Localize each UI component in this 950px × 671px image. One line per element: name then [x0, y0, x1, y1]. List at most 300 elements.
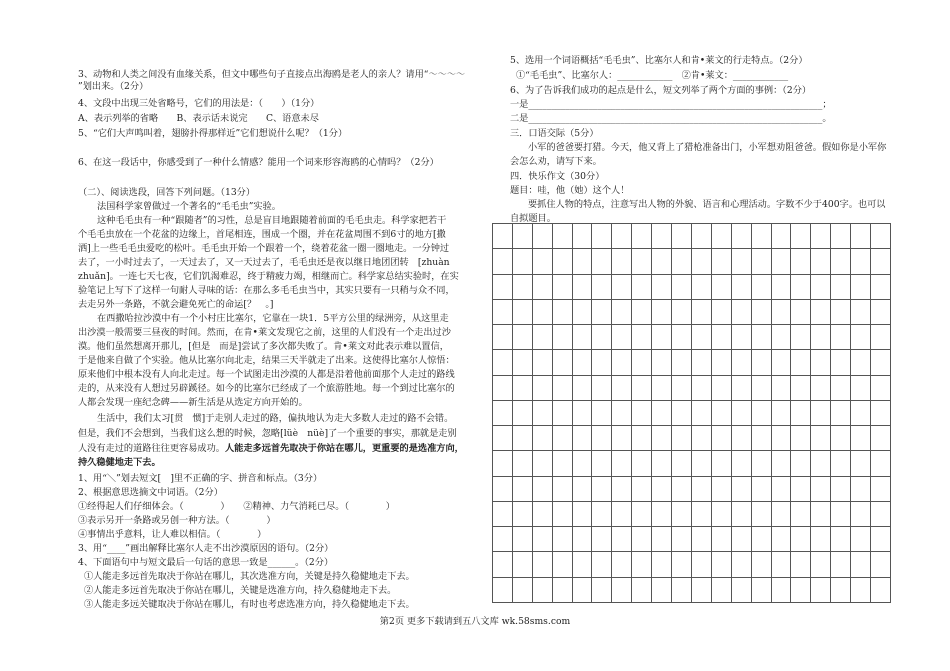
- grid-cell[interactable]: [752, 350, 772, 375]
- grid-cell[interactable]: [493, 350, 513, 375]
- grid-cell[interactable]: [692, 275, 712, 300]
- grid-cell[interactable]: [652, 300, 672, 325]
- grid-cell[interactable]: [871, 224, 891, 249]
- grid-cell[interactable]: [791, 224, 811, 249]
- grid-cell[interactable]: [791, 401, 811, 426]
- grid-cell[interactable]: [712, 426, 732, 451]
- grid-cell[interactable]: [831, 249, 851, 274]
- grid-cell[interactable]: [811, 552, 831, 577]
- grid-cell[interactable]: [592, 350, 612, 375]
- grid-cell[interactable]: [851, 275, 871, 300]
- grid-cell[interactable]: [672, 249, 692, 274]
- grid-cell[interactable]: [652, 502, 672, 527]
- grid-cell[interactable]: [513, 527, 533, 552]
- grid-cell[interactable]: [592, 325, 612, 350]
- grid-cell[interactable]: [573, 376, 593, 401]
- grid-cell[interactable]: [553, 376, 573, 401]
- grid-cell[interactable]: [791, 350, 811, 375]
- grid-cell[interactable]: [513, 249, 533, 274]
- grid-cell[interactable]: [632, 350, 652, 375]
- grid-cell[interactable]: [573, 325, 593, 350]
- grid-cell[interactable]: [652, 578, 672, 603]
- grid-cell[interactable]: [612, 249, 632, 274]
- grid-cell[interactable]: [672, 477, 692, 502]
- grid-cell[interactable]: [592, 578, 612, 603]
- grid-cell[interactable]: [752, 325, 772, 350]
- grid-cell[interactable]: [632, 578, 652, 603]
- grid-cell[interactable]: [851, 249, 871, 274]
- grid-cell[interactable]: [871, 325, 891, 350]
- grid-cell[interactable]: [672, 401, 692, 426]
- grid-cell[interactable]: [712, 477, 732, 502]
- grid-cell[interactable]: [612, 477, 632, 502]
- grid-cell[interactable]: [712, 552, 732, 577]
- grid-cell[interactable]: [831, 451, 851, 476]
- grid-cell[interactable]: [493, 502, 513, 527]
- grid-cell[interactable]: [851, 527, 871, 552]
- grid-cell[interactable]: [672, 224, 692, 249]
- grid-cell[interactable]: [513, 376, 533, 401]
- grid-cell[interactable]: [811, 426, 831, 451]
- grid-cell[interactable]: [732, 300, 752, 325]
- grid-cell[interactable]: [533, 376, 553, 401]
- grid-cell[interactable]: [612, 275, 632, 300]
- grid-cell[interactable]: [652, 325, 672, 350]
- grid-cell[interactable]: [851, 502, 871, 527]
- grid-cell[interactable]: [533, 224, 553, 249]
- grid-cell[interactable]: [493, 376, 513, 401]
- grid-cell[interactable]: [831, 578, 851, 603]
- grid-cell[interactable]: [493, 477, 513, 502]
- grid-cell[interactable]: [533, 275, 553, 300]
- grid-cell[interactable]: [612, 578, 632, 603]
- grid-cell[interactable]: [791, 552, 811, 577]
- grid-cell[interactable]: [672, 527, 692, 552]
- grid-cell[interactable]: [553, 224, 573, 249]
- grid-cell[interactable]: [791, 300, 811, 325]
- grid-cell[interactable]: [612, 300, 632, 325]
- grid-cell[interactable]: [573, 224, 593, 249]
- grid-cell[interactable]: [573, 300, 593, 325]
- grid-cell[interactable]: [811, 325, 831, 350]
- grid-cell[interactable]: [831, 224, 851, 249]
- grid-cell[interactable]: [851, 401, 871, 426]
- grid-cell[interactable]: [533, 426, 553, 451]
- grid-cell[interactable]: [712, 350, 732, 375]
- grid-cell[interactable]: [592, 300, 612, 325]
- grid-cell[interactable]: [791, 451, 811, 476]
- grid-cell[interactable]: [533, 477, 553, 502]
- grid-cell[interactable]: [592, 527, 612, 552]
- grid-cell[interactable]: [712, 224, 732, 249]
- grid-cell[interactable]: [712, 275, 732, 300]
- grid-cell[interactable]: [732, 249, 752, 274]
- grid-cell[interactable]: [772, 224, 792, 249]
- grid-cell[interactable]: [791, 325, 811, 350]
- grid-cell[interactable]: [632, 401, 652, 426]
- grid-cell[interactable]: [632, 552, 652, 577]
- grid-cell[interactable]: [652, 249, 672, 274]
- grid-cell[interactable]: [811, 451, 831, 476]
- grid-cell[interactable]: [672, 451, 692, 476]
- grid-cell[interactable]: [871, 401, 891, 426]
- grid-cell[interactable]: [513, 552, 533, 577]
- grid-cell[interactable]: [811, 477, 831, 502]
- grid-cell[interactable]: [632, 325, 652, 350]
- grid-cell[interactable]: [573, 350, 593, 375]
- grid-cell[interactable]: [712, 401, 732, 426]
- grid-cell[interactable]: [791, 578, 811, 603]
- grid-cell[interactable]: [772, 275, 792, 300]
- grid-cell[interactable]: [533, 249, 553, 274]
- grid-cell[interactable]: [692, 578, 712, 603]
- grid-cell[interactable]: [513, 275, 533, 300]
- grid-cell[interactable]: [851, 350, 871, 375]
- grid-cell[interactable]: [851, 224, 871, 249]
- grid-cell[interactable]: [831, 325, 851, 350]
- grid-cell[interactable]: [692, 477, 712, 502]
- grid-cell[interactable]: [553, 350, 573, 375]
- grid-cell[interactable]: [513, 578, 533, 603]
- grid-cell[interactable]: [692, 451, 712, 476]
- grid-cell[interactable]: [732, 325, 752, 350]
- grid-cell[interactable]: [652, 477, 672, 502]
- grid-cell[interactable]: [752, 527, 772, 552]
- grid-cell[interactable]: [692, 401, 712, 426]
- grid-cell[interactable]: [533, 401, 553, 426]
- grid-cell[interactable]: [592, 401, 612, 426]
- grid-cell[interactable]: [791, 376, 811, 401]
- grid-cell[interactable]: [612, 552, 632, 577]
- grid-cell[interactable]: [553, 451, 573, 476]
- grid-cell[interactable]: [513, 224, 533, 249]
- grid-cell[interactable]: [791, 275, 811, 300]
- grid-cell[interactable]: [553, 249, 573, 274]
- grid-cell[interactable]: [811, 376, 831, 401]
- grid-cell[interactable]: [772, 477, 792, 502]
- grid-cell[interactable]: [772, 426, 792, 451]
- grid-cell[interactable]: [592, 376, 612, 401]
- grid-cell[interactable]: [791, 527, 811, 552]
- grid-cell[interactable]: [851, 376, 871, 401]
- grid-cell[interactable]: [632, 249, 652, 274]
- grid-cell[interactable]: [752, 224, 772, 249]
- grid-cell[interactable]: [811, 527, 831, 552]
- grid-cell[interactable]: [652, 376, 672, 401]
- grid-cell[interactable]: [553, 477, 573, 502]
- grid-cell[interactable]: [612, 224, 632, 249]
- grid-cell[interactable]: [592, 477, 612, 502]
- grid-cell[interactable]: [692, 300, 712, 325]
- grid-cell[interactable]: [513, 451, 533, 476]
- grid-cell[interactable]: [493, 451, 513, 476]
- grid-cell[interactable]: [732, 502, 752, 527]
- grid-cell[interactable]: [672, 325, 692, 350]
- grid-cell[interactable]: [592, 224, 612, 249]
- grid-cell[interactable]: [752, 477, 772, 502]
- grid-cell[interactable]: [493, 401, 513, 426]
- grid-cell[interactable]: [513, 401, 533, 426]
- grid-cell[interactable]: [871, 350, 891, 375]
- grid-cell[interactable]: [692, 426, 712, 451]
- grid-cell[interactable]: [732, 275, 752, 300]
- composition-writing-grid[interactable]: [492, 223, 891, 603]
- grid-cell[interactable]: [831, 275, 851, 300]
- grid-cell[interactable]: [811, 249, 831, 274]
- grid-cell[interactable]: [612, 350, 632, 375]
- grid-cell[interactable]: [871, 300, 891, 325]
- grid-cell[interactable]: [592, 552, 612, 577]
- grid-cell[interactable]: [791, 426, 811, 451]
- grid-cell[interactable]: [652, 401, 672, 426]
- grid-cell[interactable]: [772, 249, 792, 274]
- grid-cell[interactable]: [592, 451, 612, 476]
- grid-cell[interactable]: [573, 502, 593, 527]
- grid-cell[interactable]: [513, 477, 533, 502]
- grid-cell[interactable]: [811, 502, 831, 527]
- grid-cell[interactable]: [871, 426, 891, 451]
- grid-cell[interactable]: [791, 249, 811, 274]
- grid-cell[interactable]: [632, 426, 652, 451]
- grid-cell[interactable]: [553, 527, 573, 552]
- grid-cell[interactable]: [652, 350, 672, 375]
- grid-cell[interactable]: [851, 477, 871, 502]
- grid-cell[interactable]: [732, 527, 752, 552]
- grid-cell[interactable]: [592, 249, 612, 274]
- grid-cell[interactable]: [871, 477, 891, 502]
- grid-cell[interactable]: [533, 552, 553, 577]
- grid-cell[interactable]: [692, 552, 712, 577]
- grid-cell[interactable]: [553, 401, 573, 426]
- grid-cell[interactable]: [553, 502, 573, 527]
- grid-cell[interactable]: [772, 552, 792, 577]
- grid-cell[interactable]: [772, 350, 792, 375]
- grid-cell[interactable]: [573, 401, 593, 426]
- grid-cell[interactable]: [592, 275, 612, 300]
- grid-cell[interactable]: [752, 275, 772, 300]
- grid-cell[interactable]: [513, 350, 533, 375]
- grid-cell[interactable]: [652, 552, 672, 577]
- grid-cell[interactable]: [712, 325, 732, 350]
- grid-cell[interactable]: [871, 275, 891, 300]
- grid-cell[interactable]: [831, 300, 851, 325]
- grid-cell[interactable]: [772, 401, 792, 426]
- grid-cell[interactable]: [851, 325, 871, 350]
- grid-cell[interactable]: [772, 527, 792, 552]
- grid-cell[interactable]: [553, 578, 573, 603]
- grid-cell[interactable]: [493, 249, 513, 274]
- grid-cell[interactable]: [811, 275, 831, 300]
- grid-cell[interactable]: [831, 477, 851, 502]
- grid-cell[interactable]: [752, 578, 772, 603]
- grid-cell[interactable]: [752, 376, 772, 401]
- grid-cell[interactable]: [632, 477, 652, 502]
- grid-cell[interactable]: [612, 376, 632, 401]
- grid-cell[interactable]: [712, 527, 732, 552]
- grid-cell[interactable]: [811, 350, 831, 375]
- grid-cell[interactable]: [851, 451, 871, 476]
- grid-cell[interactable]: [592, 426, 612, 451]
- grid-cell[interactable]: [791, 502, 811, 527]
- grid-cell[interactable]: [672, 350, 692, 375]
- grid-cell[interactable]: [652, 275, 672, 300]
- grid-cell[interactable]: [652, 527, 672, 552]
- grid-cell[interactable]: [493, 552, 513, 577]
- grid-cell[interactable]: [553, 300, 573, 325]
- grid-cell[interactable]: [612, 401, 632, 426]
- grid-cell[interactable]: [493, 325, 513, 350]
- grid-cell[interactable]: [612, 451, 632, 476]
- grid-cell[interactable]: [513, 300, 533, 325]
- grid-cell[interactable]: [871, 502, 891, 527]
- grid-cell[interactable]: [672, 275, 692, 300]
- grid-cell[interactable]: [831, 552, 851, 577]
- grid-cell[interactable]: [871, 552, 891, 577]
- grid-cell[interactable]: [692, 249, 712, 274]
- grid-cell[interactable]: [533, 578, 553, 603]
- grid-cell[interactable]: [692, 224, 712, 249]
- grid-cell[interactable]: [632, 300, 652, 325]
- grid-cell[interactable]: [851, 552, 871, 577]
- grid-cell[interactable]: [692, 502, 712, 527]
- grid-cell[interactable]: [692, 376, 712, 401]
- grid-cell[interactable]: [672, 426, 692, 451]
- grid-cell[interactable]: [752, 401, 772, 426]
- grid-cell[interactable]: [871, 376, 891, 401]
- grid-cell[interactable]: [712, 376, 732, 401]
- grid-cell[interactable]: [652, 426, 672, 451]
- grid-cell[interactable]: [851, 426, 871, 451]
- grid-cell[interactable]: [831, 350, 851, 375]
- grid-cell[interactable]: [712, 451, 732, 476]
- grid-cell[interactable]: [493, 224, 513, 249]
- grid-cell[interactable]: [831, 376, 851, 401]
- grid-cell[interactable]: [533, 502, 553, 527]
- grid-cell[interactable]: [573, 477, 593, 502]
- grid-cell[interactable]: [573, 552, 593, 577]
- grid-cell[interactable]: [772, 325, 792, 350]
- grid-cell[interactable]: [592, 502, 612, 527]
- grid-cell[interactable]: [752, 451, 772, 476]
- grid-cell[interactable]: [672, 300, 692, 325]
- grid-cell[interactable]: [732, 578, 752, 603]
- grid-cell[interactable]: [871, 578, 891, 603]
- grid-cell[interactable]: [732, 477, 752, 502]
- grid-cell[interactable]: [672, 502, 692, 527]
- grid-cell[interactable]: [732, 376, 752, 401]
- grid-cell[interactable]: [811, 300, 831, 325]
- grid-cell[interactable]: [612, 527, 632, 552]
- grid-cell[interactable]: [732, 350, 752, 375]
- grid-cell[interactable]: [513, 502, 533, 527]
- grid-cell[interactable]: [692, 350, 712, 375]
- grid-cell[interactable]: [692, 527, 712, 552]
- grid-cell[interactable]: [513, 325, 533, 350]
- grid-cell[interactable]: [632, 451, 652, 476]
- grid-cell[interactable]: [732, 224, 752, 249]
- grid-cell[interactable]: [811, 401, 831, 426]
- grid-cell[interactable]: [652, 224, 672, 249]
- grid-cell[interactable]: [553, 325, 573, 350]
- grid-cell[interactable]: [533, 300, 553, 325]
- grid-cell[interactable]: [493, 527, 513, 552]
- grid-cell[interactable]: [831, 527, 851, 552]
- grid-cell[interactable]: [652, 451, 672, 476]
- grid-cell[interactable]: [573, 275, 593, 300]
- grid-cell[interactable]: [732, 451, 752, 476]
- grid-cell[interactable]: [632, 502, 652, 527]
- grid-cell[interactable]: [573, 578, 593, 603]
- grid-cell[interactable]: [871, 451, 891, 476]
- grid-cell[interactable]: [871, 527, 891, 552]
- grid-cell[interactable]: [712, 249, 732, 274]
- grid-cell[interactable]: [632, 527, 652, 552]
- grid-cell[interactable]: [493, 578, 513, 603]
- grid-cell[interactable]: [553, 275, 573, 300]
- grid-cell[interactable]: [831, 426, 851, 451]
- grid-cell[interactable]: [672, 376, 692, 401]
- grid-cell[interactable]: [612, 426, 632, 451]
- grid-cell[interactable]: [772, 578, 792, 603]
- grid-cell[interactable]: [632, 224, 652, 249]
- grid-cell[interactable]: [712, 578, 732, 603]
- grid-cell[interactable]: [811, 224, 831, 249]
- grid-cell[interactable]: [831, 401, 851, 426]
- grid-cell[interactable]: [573, 426, 593, 451]
- grid-cell[interactable]: [752, 249, 772, 274]
- grid-cell[interactable]: [672, 578, 692, 603]
- grid-cell[interactable]: [752, 502, 772, 527]
- grid-cell[interactable]: [712, 502, 732, 527]
- grid-cell[interactable]: [831, 502, 851, 527]
- grid-cell[interactable]: [493, 426, 513, 451]
- grid-cell[interactable]: [752, 300, 772, 325]
- grid-cell[interactable]: [533, 527, 553, 552]
- grid-cell[interactable]: [672, 552, 692, 577]
- grid-cell[interactable]: [533, 350, 553, 375]
- grid-cell[interactable]: [493, 275, 513, 300]
- grid-cell[interactable]: [612, 502, 632, 527]
- grid-cell[interactable]: [553, 426, 573, 451]
- grid-cell[interactable]: [752, 426, 772, 451]
- grid-cell[interactable]: [692, 325, 712, 350]
- grid-cell[interactable]: [632, 376, 652, 401]
- grid-cell[interactable]: [752, 552, 772, 577]
- grid-cell[interactable]: [772, 300, 792, 325]
- grid-cell[interactable]: [533, 451, 553, 476]
- grid-cell[interactable]: [533, 325, 553, 350]
- grid-cell[interactable]: [573, 527, 593, 552]
- grid-cell[interactable]: [612, 325, 632, 350]
- grid-cell[interactable]: [811, 578, 831, 603]
- grid-cell[interactable]: [772, 451, 792, 476]
- grid-cell[interactable]: [772, 376, 792, 401]
- grid-cell[interactable]: [851, 578, 871, 603]
- grid-cell[interactable]: [791, 477, 811, 502]
- grid-cell[interactable]: [513, 426, 533, 451]
- grid-cell[interactable]: [732, 552, 752, 577]
- grid-cell[interactable]: [772, 502, 792, 527]
- grid-cell[interactable]: [493, 300, 513, 325]
- grid-cell[interactable]: [732, 401, 752, 426]
- grid-cell[interactable]: [632, 275, 652, 300]
- grid-cell[interactable]: [732, 426, 752, 451]
- grid-cell[interactable]: [553, 552, 573, 577]
- grid-cell[interactable]: [871, 249, 891, 274]
- grid-cell[interactable]: [573, 451, 593, 476]
- grid-cell[interactable]: [573, 249, 593, 274]
- grid-cell[interactable]: [712, 300, 732, 325]
